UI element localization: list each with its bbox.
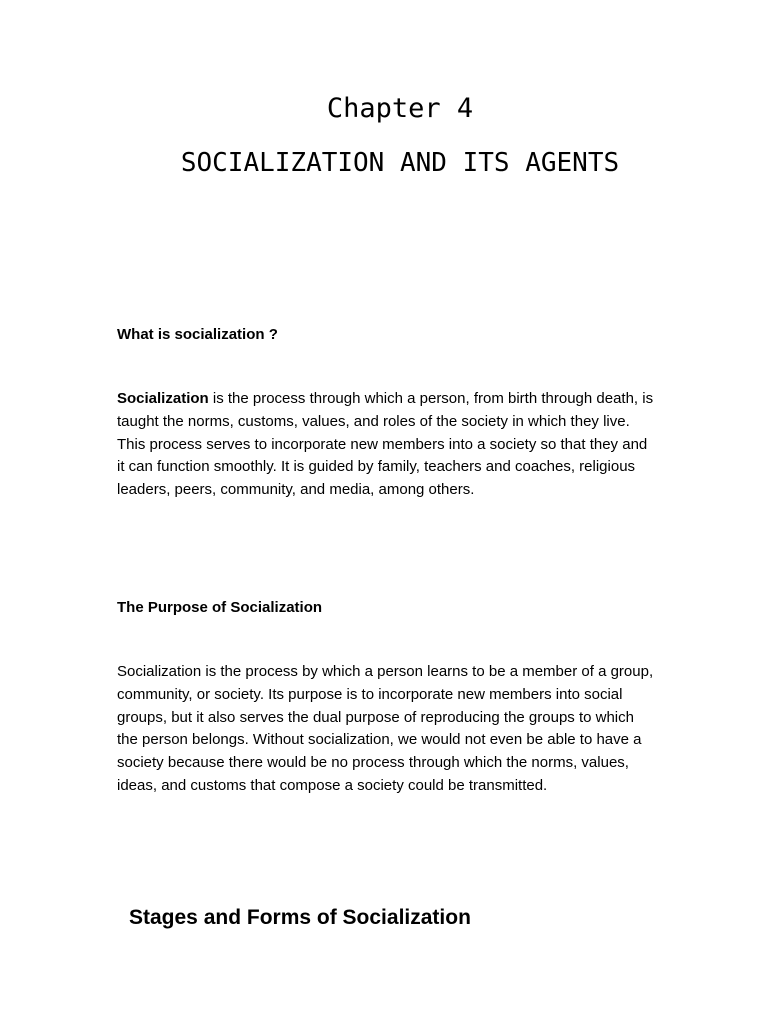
chapter-number: Chapter 4 xyxy=(326,93,474,124)
purpose-paragraph: Socialization is the process by which a person learns to be a member of a group, community, or society. Its purpose is to incorporate new members into social groups, but it also serves the dual purpose of reproducing the groups to which the person belongs. Without socialization, we would not even be able to have a society because there would be no process through which the norms, values, ideas, and customs that compose a society could be transmitted. xyxy=(117,663,654,794)
section-heading-stages: Stages and Forms of Socialization xyxy=(129,906,471,929)
section-heading-purpose: The Purpose of Socialization xyxy=(117,599,323,616)
lead-term: Socialization xyxy=(117,390,209,407)
section-heading-what-is-socialization: What is socialization ? xyxy=(117,326,278,343)
definition-text: is the process through which a person, from birth through death, is taught the norms, customs, values, and roles of the society in which they live. This process serves to incorporate new members into a society so that they and it can function smoothly. It is guided by family, teachers and coaches, religious leaders, peers, community, and media, among others. xyxy=(117,390,654,499)
definition-paragraph xyxy=(117,388,657,502)
chapter-title: SOCIALIZATION AND ITS AGENTS xyxy=(180,148,620,178)
